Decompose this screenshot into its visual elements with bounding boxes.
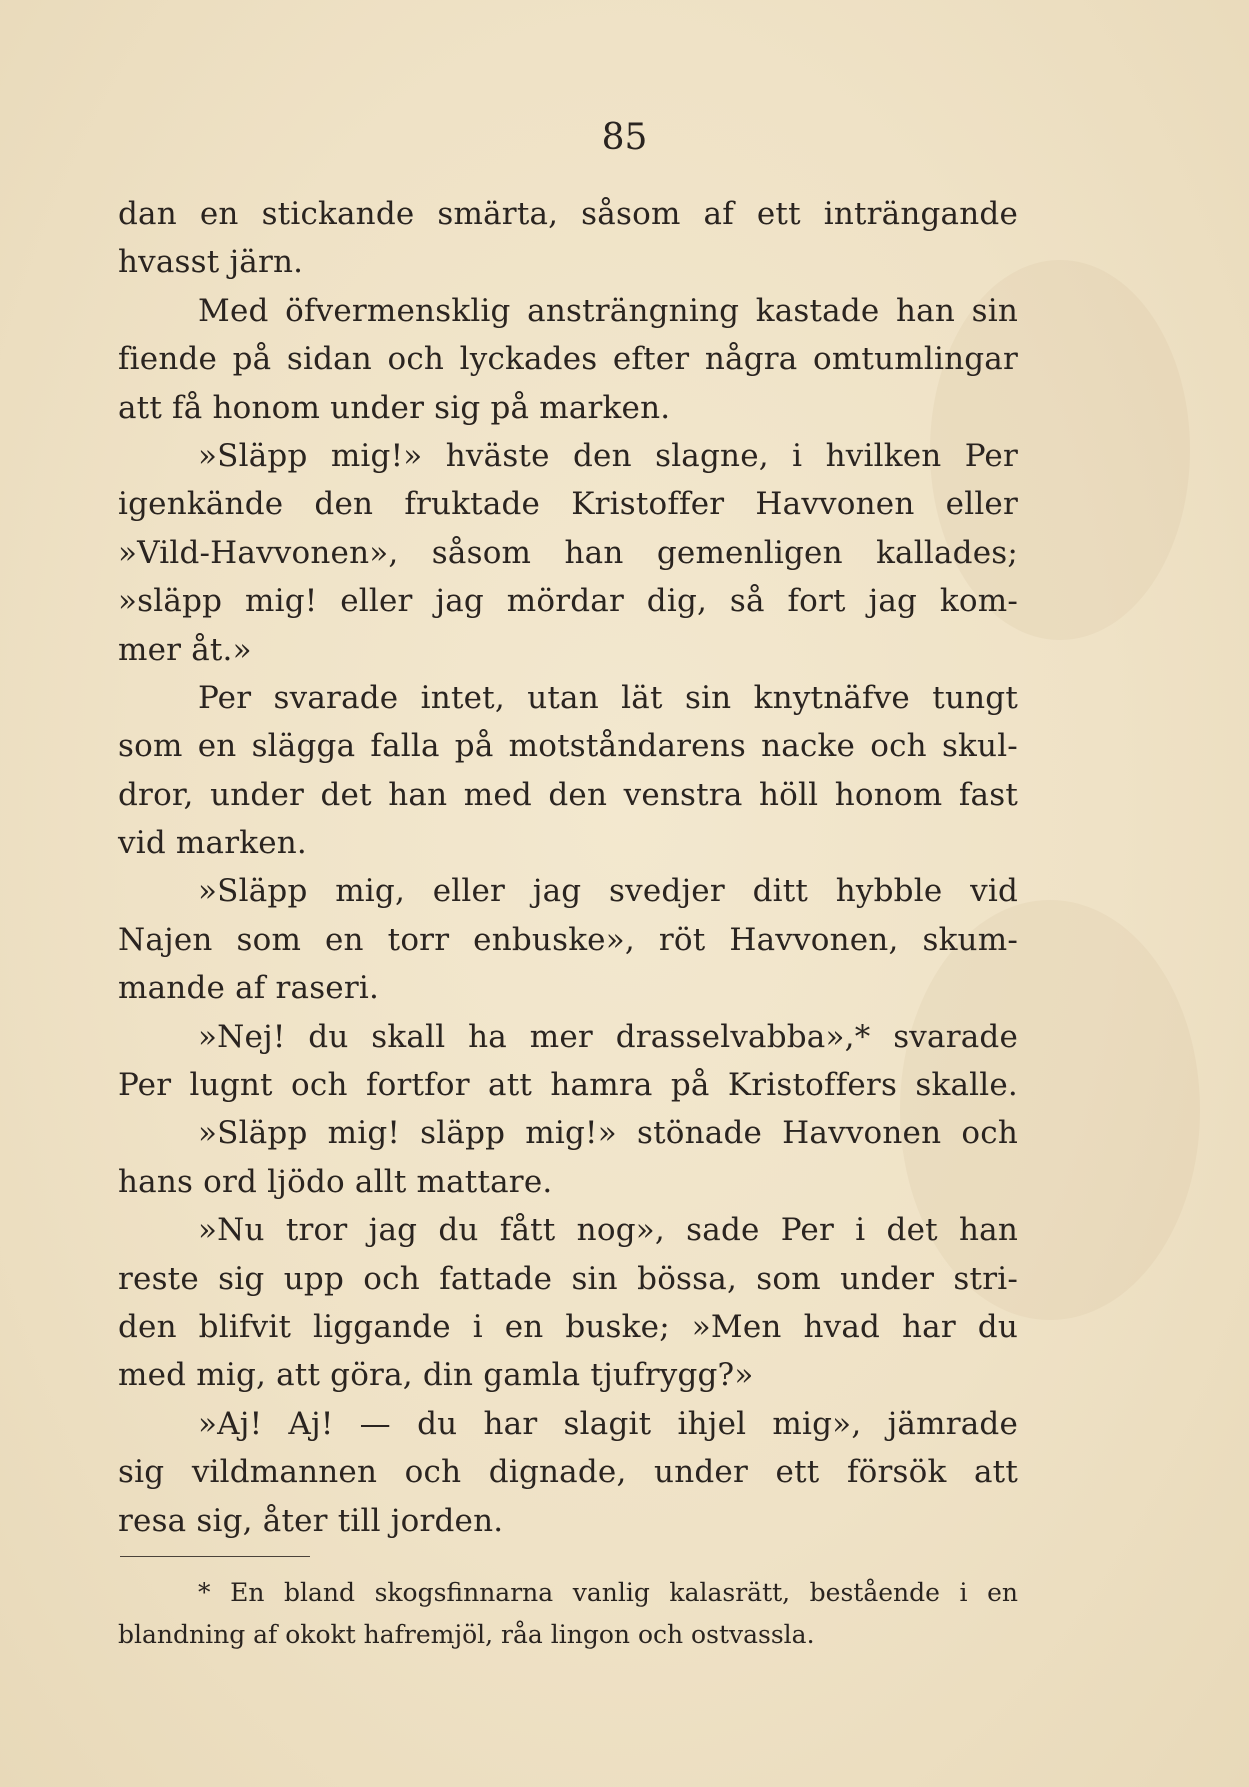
text-line: Per svarade intet, utan lät sin knytnäfve tungt (198, 679, 1018, 716)
text-line: igenkände den fruktade Kristoffer Havvonen eller (118, 486, 1018, 523)
text-line: hvasst järn. (118, 244, 304, 281)
text-line: sig vildmannen och dignade, under ett försök att (118, 1454, 1018, 1491)
footnote-line: * En bland skogsfinnarna vanlig kalasrätt, bestående i en (198, 1578, 1018, 1607)
text-line: fiende på sidan och lyckades efter några omtumlingar (118, 341, 1018, 378)
footnote (118, 1572, 1018, 1656)
text-line: den blifvit liggande i en buske; »Men hvad har du (118, 1308, 1018, 1345)
footnote-line: blandning af okokt hafremjöl, råa lingon och ostvassla. (118, 1620, 815, 1649)
text-line: reste sig upp och fattade sin bössa, som under stri- (118, 1260, 1018, 1297)
text-line: »Aj! Aj! — du har slagit ihjel mig», jämrade (198, 1405, 1018, 1442)
text-line: dror, under det han med den venstra höll honom fast (118, 776, 1018, 813)
text-line: »släpp mig! eller jag mördar dig, så fort jag kom- (118, 583, 1018, 620)
text-line: vid marken. (118, 825, 307, 862)
text-line: resa sig, åter till jorden. (118, 1502, 504, 1539)
text-line: Per lugnt och fortfor att hamra på Kristoffers skalle. (118, 1067, 1018, 1104)
text-line: »Släpp mig, eller jag svedjer ditt hybble vid (198, 873, 1018, 910)
text-line: dan en stickande smärta, såsom af ett inträngande (118, 196, 1018, 232)
text-line: »Vild-Havvonen», såsom han gemenligen kallades; (118, 534, 1018, 571)
text-line: som en slägga falla på motståndarens nacke och skul- (118, 728, 1018, 765)
page-number: 85 (601, 117, 648, 158)
footnote-divider (120, 1556, 310, 1557)
body-text (118, 190, 1018, 1545)
text-line: Med öfvermensklig ansträngning kastade han sin (198, 292, 1018, 329)
text-line: »Nu tror jag du fått nog», sade Per i det han (198, 1212, 1018, 1249)
text-line: »Släpp mig! släpp mig!» stönade Havvonen och (198, 1115, 1018, 1152)
text-line: med mig, att göra, din gamla tjufrygg?» (118, 1357, 754, 1394)
text-line: att få honom under sig på marken. (118, 389, 671, 426)
text-line: hans ord ljödo allt mattare. (118, 1163, 553, 1200)
text-line: mande af raseri. (118, 970, 380, 1007)
text-line: »Släpp mig!» hväste den slagne, i hvilken Per (198, 437, 1018, 474)
text-line: mer åt.» (118, 631, 252, 668)
text-line: Najen som en torr enbuske», röt Havvonen, skum- (118, 921, 1018, 958)
text-line: »Nej! du skall ha mer drasselvabba»,* svarade (198, 1018, 1018, 1055)
